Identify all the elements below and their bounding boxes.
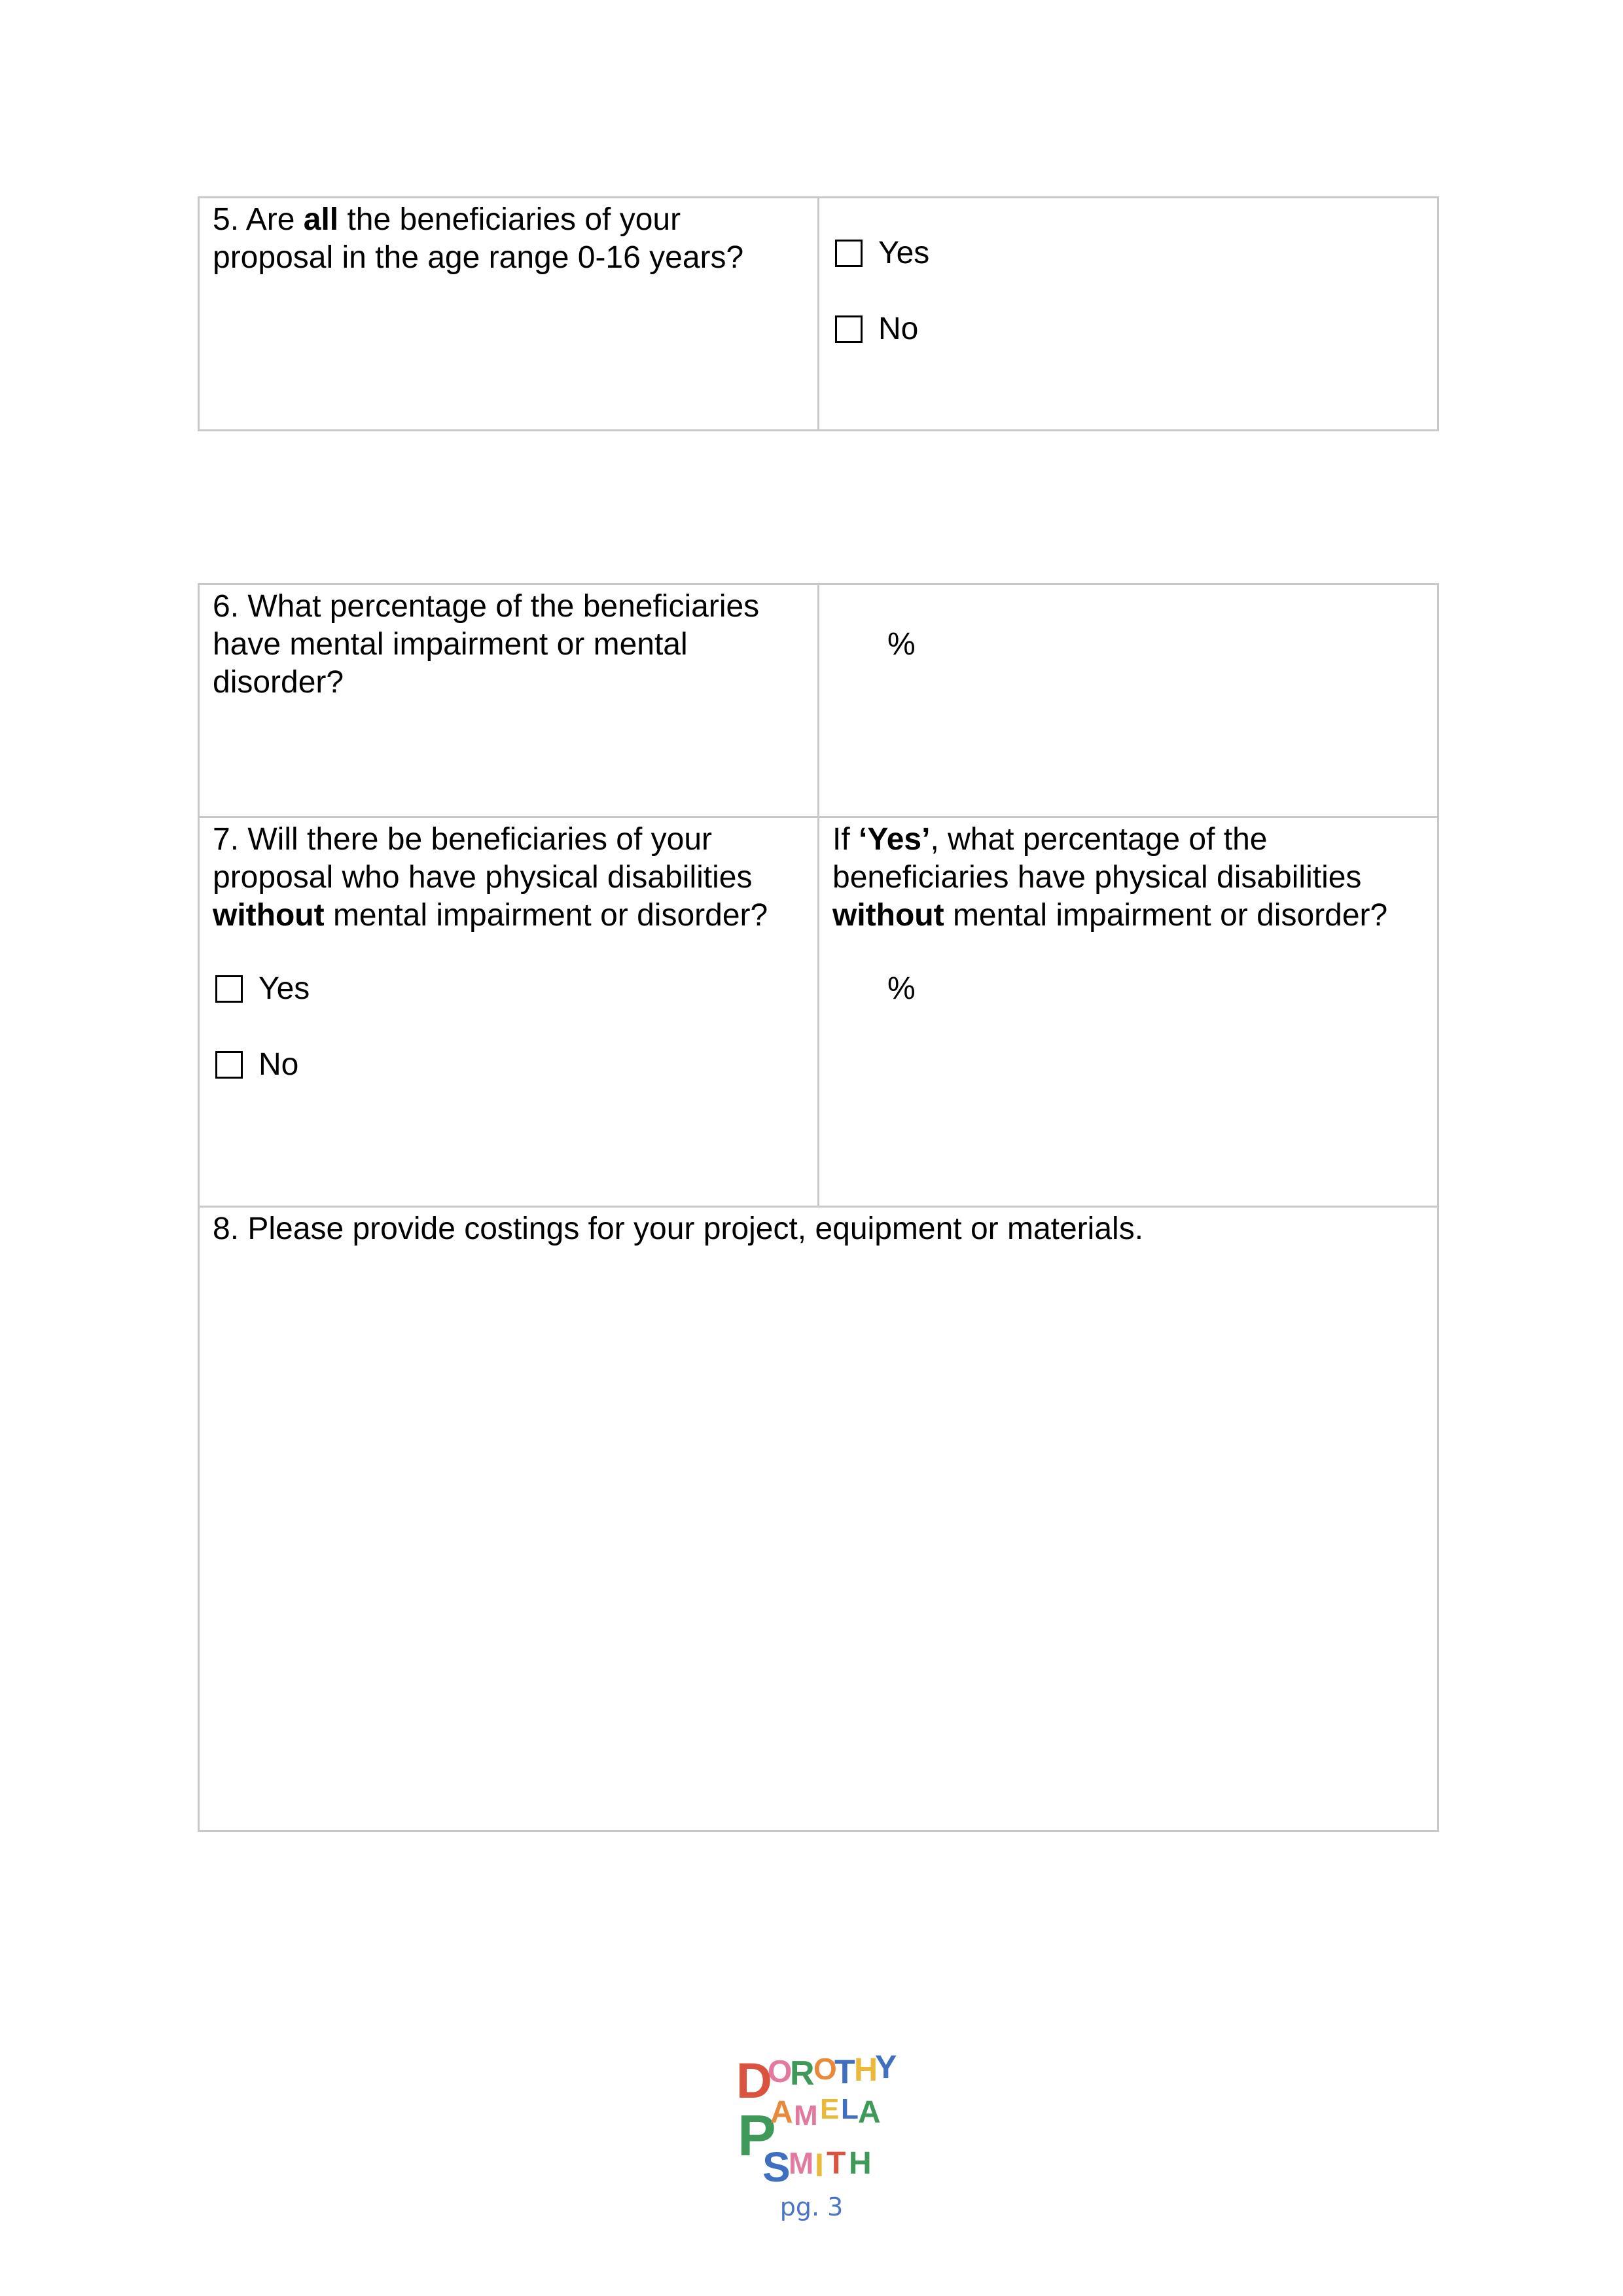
question-5-answer <box>819 198 1438 431</box>
q5-yes-checkbox[interactable] <box>835 240 863 267</box>
logo-letter-h: H <box>854 2051 878 2088</box>
q5-yes-label: Yes <box>878 236 930 270</box>
logo-letter-a2: A <box>858 2095 881 2130</box>
q6-percent-field[interactable]: % <box>887 627 916 662</box>
q7-no-option[interactable] <box>213 1046 804 1084</box>
logo-letter-o2: O <box>813 2052 837 2086</box>
logo-letter-m: M <box>794 2100 818 2132</box>
logo-letter-a: A <box>770 2095 793 2130</box>
logo-letter-p: P <box>738 2103 776 2168</box>
q5-no-label: No <box>878 312 919 346</box>
page-number: pg. 3 <box>779 2193 844 2221</box>
question-6-answer[interactable] <box>819 584 1438 817</box>
logo-letter-h2: H <box>849 2146 872 2181</box>
logo-letter-t2: T <box>827 2146 846 2181</box>
logo-letter-s: S <box>762 2144 791 2186</box>
logo-letter-y: Y <box>875 2049 897 2085</box>
logo-letter-r: R <box>790 2054 815 2092</box>
logo-letter-i: I <box>815 2147 824 2183</box>
question-5-label <box>199 198 819 431</box>
logo-letter-e: E <box>820 2093 840 2125</box>
q7-yes-option[interactable] <box>213 970 804 1008</box>
question-5-text: 5. Are all the beneficiaries of your proposal in the age range 0-16 years? <box>213 202 744 275</box>
question-7-text: 7. Will there be beneficiaries of your proposal who have physical disabilities without mental impairment or disorder? <box>213 822 768 933</box>
q5-yes-option[interactable] <box>832 234 1424 272</box>
question-5-table <box>198 196 1439 431</box>
question-8-cell[interactable] <box>199 1207 1438 1831</box>
logo-letter-l: L <box>841 2093 859 2125</box>
q7-yes-label: Yes <box>259 971 310 1006</box>
question-6-text: 6. What percentage of the beneficiaries have mental impairment or mental disorder? <box>213 589 760 700</box>
questions-6-8-table <box>198 583 1439 1832</box>
q5-no-checkbox[interactable] <box>835 315 863 343</box>
logo-letter-d: D <box>736 2053 772 2109</box>
dorothy-pamela-smith-logo <box>736 2045 897 2186</box>
logo-letter-m2: M <box>789 2146 814 2180</box>
question-7-followup <box>819 817 1438 1207</box>
q7-no-checkbox[interactable] <box>215 1051 243 1079</box>
question-7-label <box>199 817 819 1207</box>
logo-letter-t: T <box>834 2053 855 2091</box>
q5-no-option[interactable] <box>832 310 1424 348</box>
question-6-label <box>199 584 819 817</box>
question-8-text: 8. Please provide costings for your project, equipment or materials. <box>213 1211 1144 1246</box>
q7-yes-checkbox[interactable] <box>215 975 243 1003</box>
q7-percent-field[interactable]: % <box>887 971 916 1006</box>
question-7-followup-text: If ‘Yes’, what percentage of the beneficiaries have physical disabilities without mental impairment or disorder? <box>832 822 1388 933</box>
q7-no-label: No <box>259 1047 299 1082</box>
logo-letter-o: O <box>768 2054 793 2089</box>
